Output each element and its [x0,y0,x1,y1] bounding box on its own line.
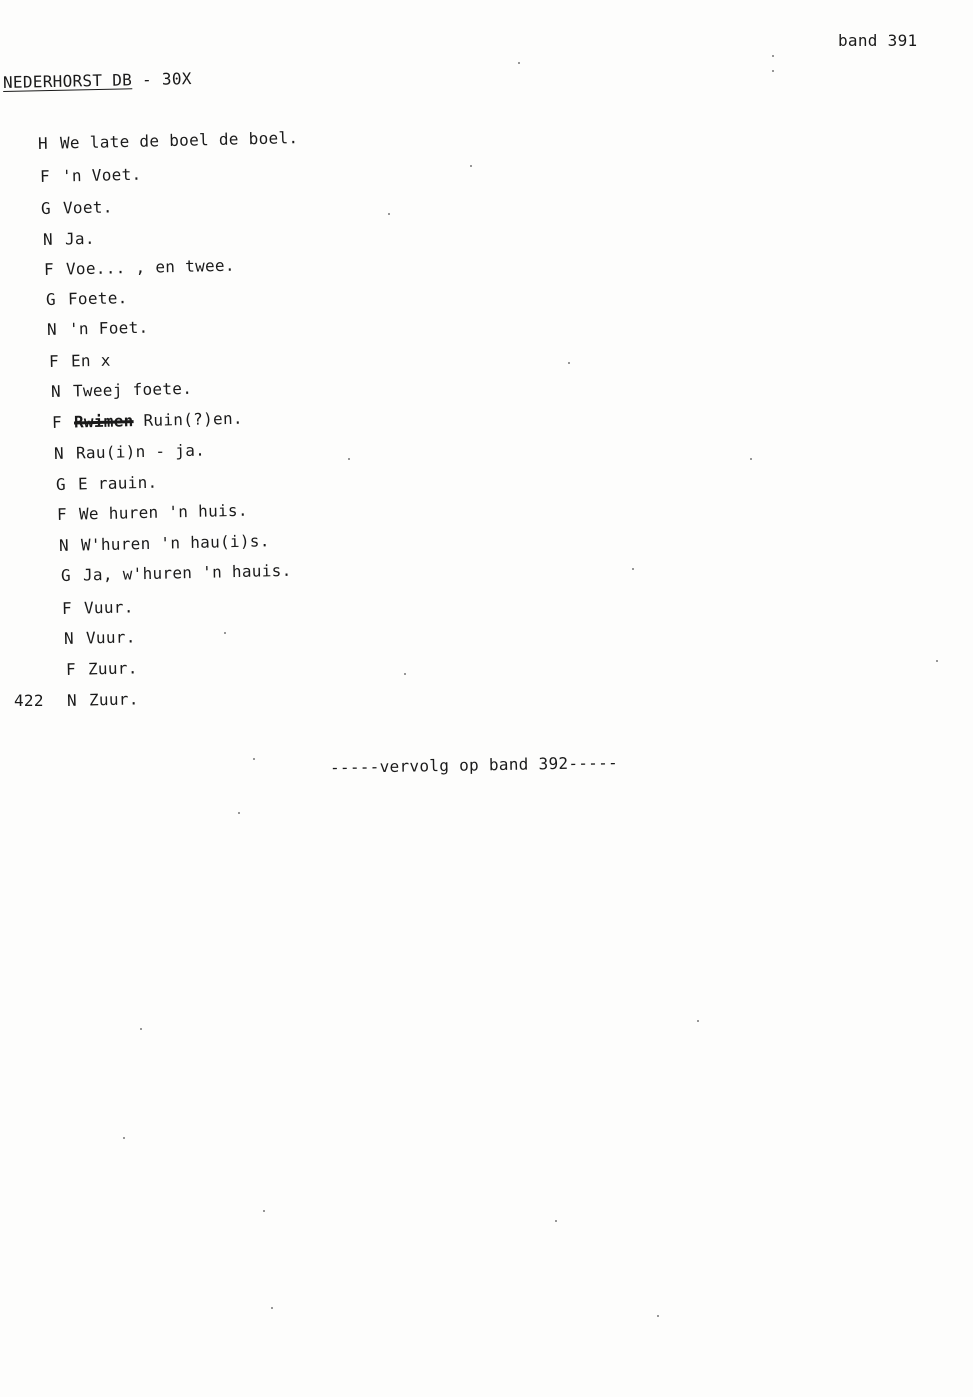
speaker-label: N [58,535,70,555]
transcript-line [52,410,243,432]
speaker-label: N [66,690,78,710]
scan-speck [123,1137,125,1139]
line-text: Foete. [67,288,128,309]
scan-speck [518,62,520,64]
speaker-label: F [43,259,55,279]
transcript-line [44,257,235,279]
transcript-line [41,198,113,218]
scan-speck [140,1028,142,1030]
transcript-line [47,319,149,339]
scan-speck [263,1210,265,1212]
transcript-line [56,474,158,494]
transcript-line [43,230,95,249]
scan-speck [404,673,406,675]
transcript-line [66,659,138,679]
scan-speck [936,660,938,662]
transcript-line [59,532,270,555]
line-text: W'huren 'n hau(i)s. [80,531,270,555]
title-suffix: 30X [161,69,192,89]
scan-speck [271,1307,273,1309]
line-text: We huren 'n huis. [78,500,249,524]
transcript-line [67,690,139,710]
line-text: 'n Voet. [61,164,142,186]
line-text: 'n Foet. [68,317,149,339]
scan-speck [224,632,226,634]
transcript-line [64,628,136,648]
scan-speck [470,165,472,167]
speaker-label: F [65,659,77,679]
transcript-line [38,129,299,153]
speaker-label: F [39,166,51,186]
scan-speck [568,362,570,364]
line-text: We late de boel de boel. [59,128,299,153]
transcript-line [49,352,111,371]
line-text: Ja, w'huren 'n hauis. [82,560,292,585]
scan-speck [772,55,774,57]
transcript-line [46,289,128,309]
line-text: Vuur. [83,597,134,618]
scan-speck [388,213,390,215]
transcript-line [61,562,292,585]
line-text: Zuur. [88,689,139,710]
line-text: E rauin. [77,472,158,494]
speaker-label: G [55,474,67,494]
margin-number: 422 [14,691,44,710]
line-text: Ruin(?)en. [133,408,244,431]
band-number: band 391 [838,31,918,50]
scan-speck [772,70,774,72]
scan-speck [697,1020,699,1022]
scan-speck [555,1220,557,1222]
continuation-note: -----vervolg op band 392----- [329,752,619,777]
scan-speck [253,758,255,760]
document-title [3,70,192,92]
scan-speck [348,458,350,460]
speaker-label: F [51,412,63,432]
speaker-label: N [42,229,54,249]
line-text: Vuur. [85,627,136,648]
line-text: Rau(i)n - ja. [75,440,206,463]
speaker-label: N [63,628,75,648]
transcript-line [51,380,193,401]
line-text: Voe... , en twee. [65,255,236,279]
line-text: En x [70,350,111,371]
speaker-label: N [46,319,58,339]
line-text: Zuur. [87,658,138,679]
line-text: Voet. [62,197,113,218]
title-main: NEDERHORST DB [2,70,133,92]
scan-speck [632,568,634,570]
speaker-label: N [53,443,65,463]
speaker-label: F [56,504,68,524]
scan-speck [750,458,752,460]
speaker-label: F [61,598,73,618]
speaker-label: G [60,565,72,585]
transcript-line [57,502,248,524]
scan-speck [657,1315,659,1317]
speaker-label: G [45,289,57,309]
speaker-label: H [37,133,49,153]
transcript-line [40,166,142,186]
transcript-line [62,598,134,618]
line-text: Tweej foete. [72,378,193,401]
scan-speck [238,812,240,814]
title-separator: - [131,69,163,90]
speaker-label: G [40,198,52,218]
struck-word: Rwimen [73,411,134,432]
speaker-label: N [50,381,62,401]
transcript-line [54,442,206,463]
speaker-label: F [48,351,60,371]
line-text: Ja. [64,228,96,249]
